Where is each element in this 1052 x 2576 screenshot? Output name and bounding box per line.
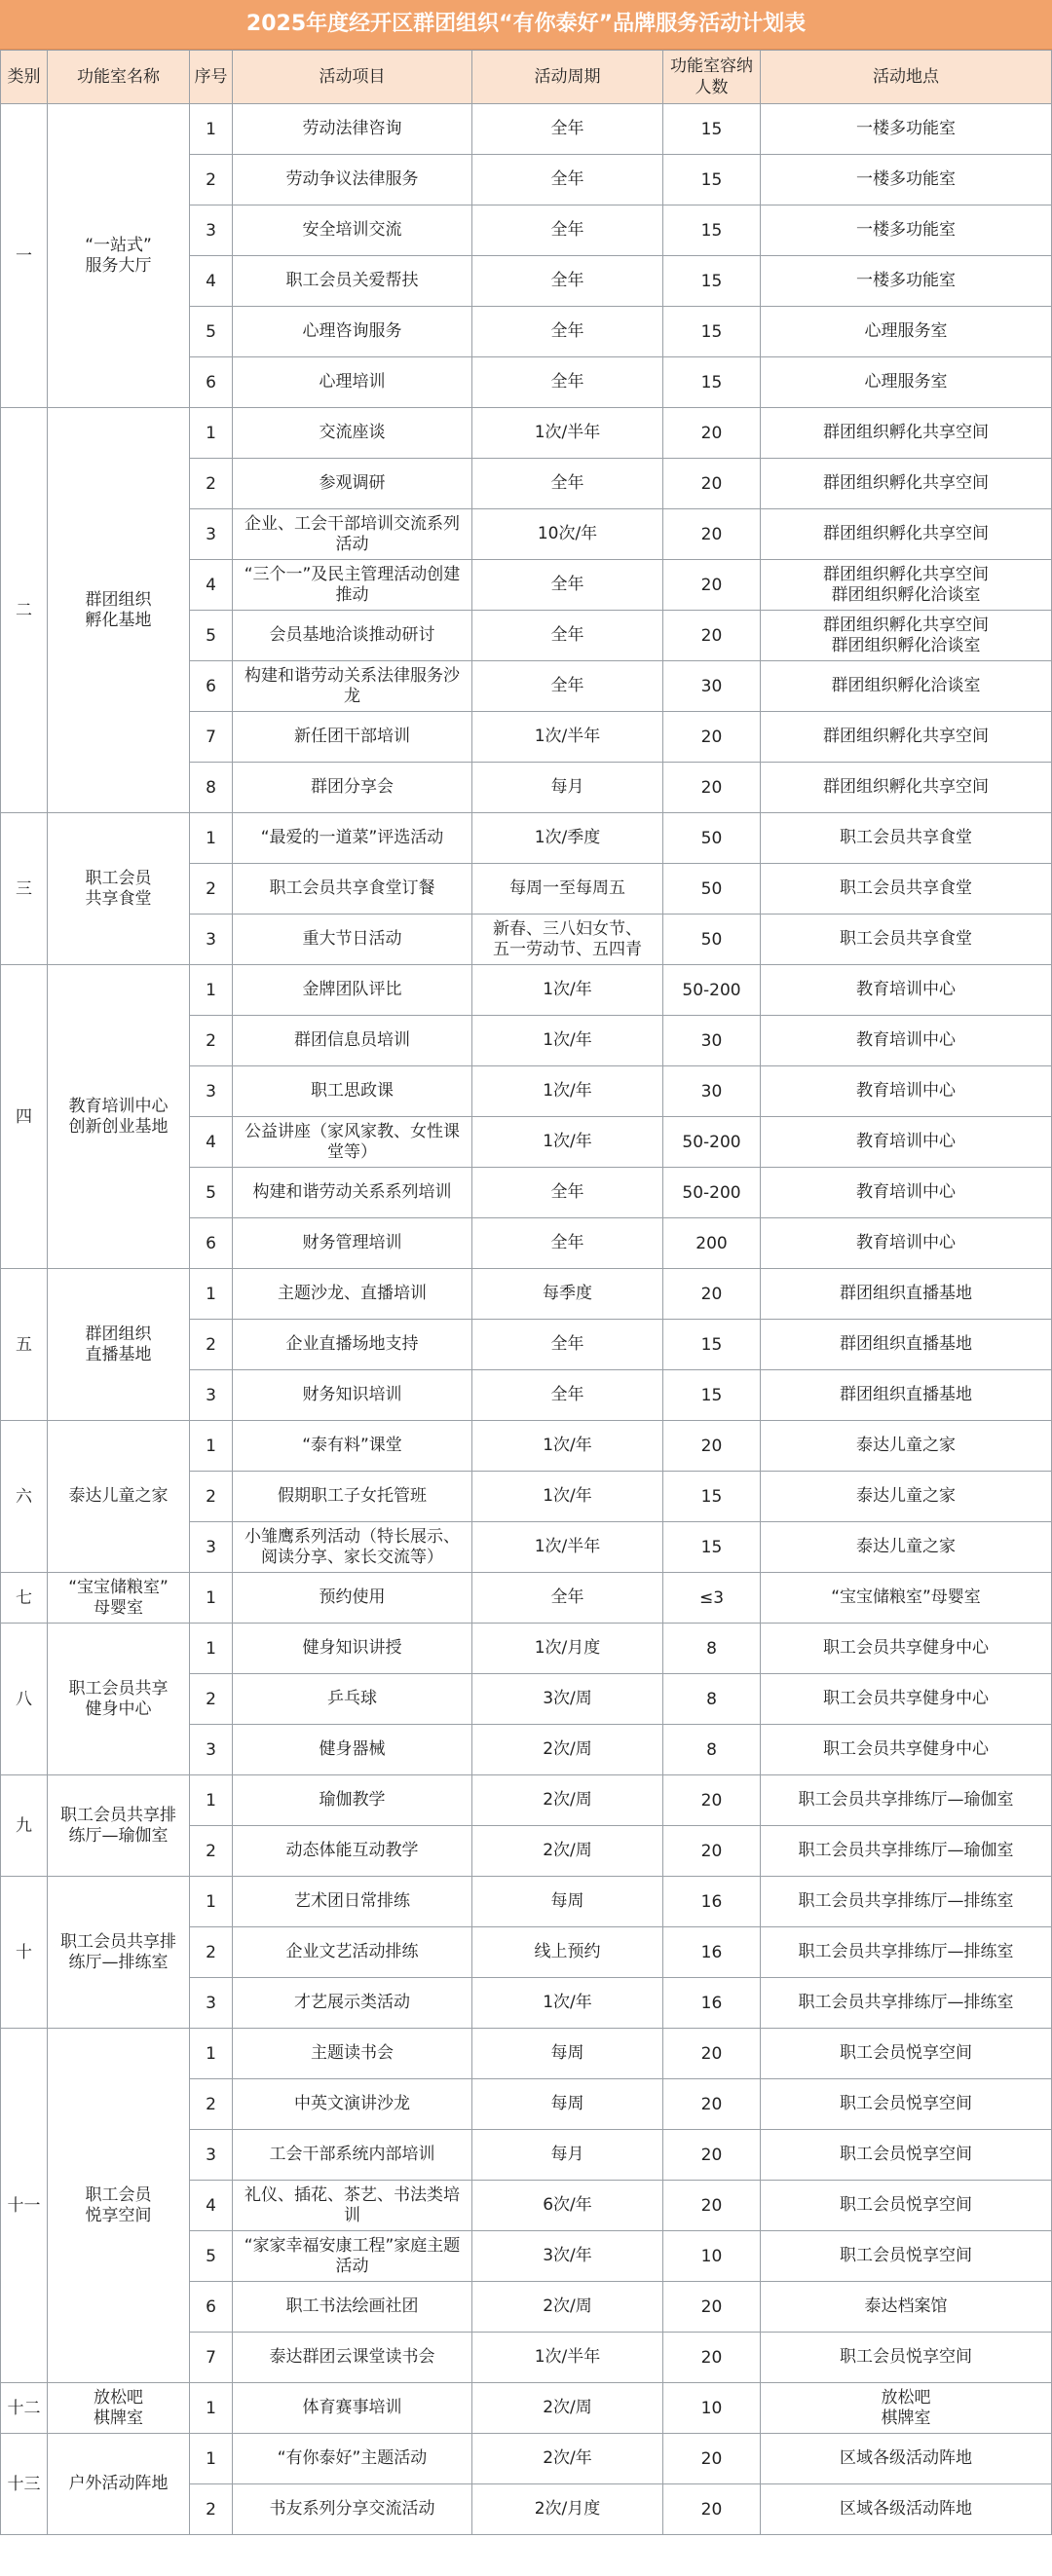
location-cell: “宝宝储粮室”母婴室 — [761, 1573, 1052, 1624]
location-cell: 放松吧 棋牌室 — [761, 2383, 1052, 2434]
location-cell: 教育培训中心 — [761, 1117, 1052, 1168]
activity-cell: 工会干部系统内部培训 — [233, 2130, 472, 2181]
activity-cell: 才艺展示类活动 — [233, 1978, 472, 2029]
capacity-cell: 20 — [663, 1826, 761, 1877]
capacity-cell: 50 — [663, 864, 761, 915]
period-cell: 全年 — [472, 661, 663, 712]
location-cell: 泰达儿童之家 — [761, 1421, 1052, 1472]
location-cell: 教育培训中心 — [761, 1016, 1052, 1066]
activity-cell: 群团分享会 — [233, 763, 472, 813]
period-cell: 2次/周 — [472, 2282, 663, 2333]
period-cell: 1次/年 — [472, 1016, 663, 1066]
activity-cell: 金牌团队评比 — [233, 965, 472, 1016]
capacity-cell: 20 — [663, 459, 761, 509]
capacity-cell: 20 — [663, 1421, 761, 1472]
location-cell: 职工会员共享排练厅—瑜伽室 — [761, 1826, 1052, 1877]
table-title: 2025年度经开区群团组织“有你泰好”品牌服务活动计划表 — [0, 0, 1052, 50]
period-cell: 每周 — [472, 2079, 663, 2130]
category-cell: 十二 — [1, 2383, 48, 2434]
category-cell: 七 — [1, 1573, 48, 1624]
location-cell: 群团组织孵化共享空间 — [761, 408, 1052, 459]
activity-cell: 企业、工会干部培训交流系列活动 — [233, 509, 472, 560]
header-capacity: 功能室容纳人数 — [663, 51, 761, 104]
activity-cell: “三个一”及民主管理活动创建推动 — [233, 560, 472, 611]
location-cell: 群团组织孵化共享空间 群团组织孵化洽谈室 — [761, 560, 1052, 611]
category-cell: 六 — [1, 1421, 48, 1573]
serial-number-cell: 2 — [190, 1472, 233, 1522]
capacity-cell: 16 — [663, 1927, 761, 1978]
category-cell: 一 — [1, 104, 48, 408]
table-row — [1, 2383, 1052, 2434]
room-name-cell: 放松吧 棋牌室 — [48, 2383, 190, 2434]
capacity-cell: 50 — [663, 915, 761, 965]
serial-number-cell: 1 — [190, 2383, 233, 2434]
table-row — [1, 965, 1052, 1016]
room-name-cell: 教育培训中心 创新创业基地 — [48, 965, 190, 1269]
location-cell: 群团组织孵化共享空间 — [761, 763, 1052, 813]
period-cell: 6次/年 — [472, 2181, 663, 2231]
capacity-cell: 10 — [663, 2231, 761, 2282]
capacity-cell: 16 — [663, 1877, 761, 1927]
activity-cell: 企业直播场地支持 — [233, 1320, 472, 1370]
activity-cell: 体育赛事培训 — [233, 2383, 472, 2434]
serial-number-cell: 1 — [190, 1421, 233, 1472]
capacity-cell: 8 — [663, 1624, 761, 1674]
location-cell: 职工会员悦享空间 — [761, 2181, 1052, 2231]
category-cell: 三 — [1, 813, 48, 965]
serial-number-cell: 4 — [190, 1117, 233, 1168]
activity-cell: 小雏鹰系列活动（特长展示、阅读分享、家长交流等） — [233, 1522, 472, 1573]
activity-cell: 财务管理培训 — [233, 1218, 472, 1269]
capacity-cell: 20 — [663, 712, 761, 763]
capacity-cell: 30 — [663, 1016, 761, 1066]
location-cell: 一楼多功能室 — [761, 256, 1052, 307]
period-cell: 每周 — [472, 2029, 663, 2079]
serial-number-cell: 3 — [190, 2130, 233, 2181]
capacity-cell: 15 — [663, 205, 761, 256]
serial-number-cell: 1 — [190, 1624, 233, 1674]
location-cell: 泰达儿童之家 — [761, 1472, 1052, 1522]
capacity-cell: 20 — [663, 1775, 761, 1826]
location-cell: 职工会员共享食堂 — [761, 813, 1052, 864]
serial-number-cell: 1 — [190, 1573, 233, 1624]
serial-number-cell: 7 — [190, 2333, 233, 2383]
location-cell: 职工会员悦享空间 — [761, 2130, 1052, 2181]
period-cell: 全年 — [472, 256, 663, 307]
table-row — [1, 2434, 1052, 2484]
location-cell: 群团组织直播基地 — [761, 1269, 1052, 1320]
capacity-cell: 20 — [663, 2181, 761, 2231]
activity-cell: 假期职工子女托管班 — [233, 1472, 472, 1522]
serial-number-cell: 4 — [190, 2181, 233, 2231]
period-cell: 1次/年 — [472, 1421, 663, 1472]
serial-number-cell: 2 — [190, 155, 233, 205]
activity-plan-table — [0, 50, 1052, 2535]
activity-cell: 艺术团日常排练 — [233, 1877, 472, 1927]
room-name-cell: 职工会员共享 健身中心 — [48, 1624, 190, 1775]
category-cell: 十三 — [1, 2434, 48, 2535]
location-cell: 职工会员悦享空间 — [761, 2029, 1052, 2079]
activity-cell: 瑜伽教学 — [233, 1775, 472, 1826]
location-cell: 职工会员共享食堂 — [761, 915, 1052, 965]
activity-cell: 劳动法律咨询 — [233, 104, 472, 155]
table-row — [1, 408, 1052, 459]
table-row — [1, 1775, 1052, 1826]
location-cell: 心理服务室 — [761, 357, 1052, 408]
activity-cell: 健身器械 — [233, 1725, 472, 1775]
serial-number-cell: 6 — [190, 357, 233, 408]
serial-number-cell: 2 — [190, 1320, 233, 1370]
capacity-cell: 50 — [663, 813, 761, 864]
period-cell: 3次/年 — [472, 2231, 663, 2282]
activity-cell: “泰有料”课堂 — [233, 1421, 472, 1472]
room-name-cell: 泰达儿童之家 — [48, 1421, 190, 1573]
period-cell: 10次/年 — [472, 509, 663, 560]
period-cell: 2次/周 — [472, 2383, 663, 2434]
header-location: 活动地点 — [761, 51, 1052, 104]
serial-number-cell: 1 — [190, 813, 233, 864]
location-cell: 群团组织孵化共享空间 — [761, 712, 1052, 763]
activity-cell: 乒乓球 — [233, 1674, 472, 1725]
room-name-cell: 户外活动阵地 — [48, 2434, 190, 2535]
period-cell: 全年 — [472, 155, 663, 205]
room-name-cell: “宝宝储粮室” 母婴室 — [48, 1573, 190, 1624]
location-cell: 泰达儿童之家 — [761, 1522, 1052, 1573]
table-row — [1, 1421, 1052, 1472]
period-cell: 线上预约 — [472, 1927, 663, 1978]
serial-number-cell: 6 — [190, 2282, 233, 2333]
period-cell: 全年 — [472, 104, 663, 155]
period-cell: 全年 — [472, 205, 663, 256]
location-cell: 职工会员共享健身中心 — [761, 1674, 1052, 1725]
period-cell: 2次/周 — [472, 1725, 663, 1775]
activity-cell: 安全培训交流 — [233, 205, 472, 256]
serial-number-cell: 5 — [190, 1168, 233, 1218]
activity-cell: 中英文演讲沙龙 — [233, 2079, 472, 2130]
serial-number-cell: 6 — [190, 1218, 233, 1269]
category-cell: 四 — [1, 965, 48, 1269]
location-cell: 职工会员悦享空间 — [761, 2333, 1052, 2383]
capacity-cell: 20 — [663, 509, 761, 560]
serial-number-cell: 2 — [190, 864, 233, 915]
category-cell: 十 — [1, 1877, 48, 2029]
location-cell: 群团组织直播基地 — [761, 1370, 1052, 1421]
header-period: 活动周期 — [472, 51, 663, 104]
capacity-cell: 15 — [663, 155, 761, 205]
capacity-cell: 15 — [663, 1522, 761, 1573]
serial-number-cell: 2 — [190, 1927, 233, 1978]
serial-number-cell: 1 — [190, 1269, 233, 1320]
period-cell: 全年 — [472, 307, 663, 357]
location-cell: 教育培训中心 — [761, 1218, 1052, 1269]
activity-cell: 动态体能互动教学 — [233, 1826, 472, 1877]
header-category: 类别 — [1, 51, 48, 104]
activity-cell: 职工思政课 — [233, 1066, 472, 1117]
serial-number-cell: 5 — [190, 611, 233, 661]
period-cell: 1次/半年 — [472, 1522, 663, 1573]
serial-number-cell: 4 — [190, 560, 233, 611]
location-cell: 职工会员悦享空间 — [761, 2231, 1052, 2282]
serial-number-cell: 8 — [190, 763, 233, 813]
period-cell: 1次/月度 — [472, 1624, 663, 1674]
table-row — [1, 813, 1052, 864]
location-cell: 一楼多功能室 — [761, 155, 1052, 205]
capacity-cell: 10 — [663, 2383, 761, 2434]
activity-cell: 财务知识培训 — [233, 1370, 472, 1421]
activity-cell: 心理培训 — [233, 357, 472, 408]
activity-cell: 交流座谈 — [233, 408, 472, 459]
period-cell: 2次/月度 — [472, 2484, 663, 2535]
period-cell: 3次/周 — [472, 1674, 663, 1725]
capacity-cell: 50-200 — [663, 1117, 761, 1168]
serial-number-cell: 1 — [190, 2029, 233, 2079]
capacity-cell: 15 — [663, 1472, 761, 1522]
period-cell: 全年 — [472, 1320, 663, 1370]
table-row — [1, 2029, 1052, 2079]
capacity-cell: 15 — [663, 307, 761, 357]
room-name-cell: 职工会员共享排 练厅—瑜伽室 — [48, 1775, 190, 1877]
capacity-cell: 15 — [663, 357, 761, 408]
serial-number-cell: 3 — [190, 1522, 233, 1573]
serial-number-cell: 6 — [190, 661, 233, 712]
capacity-cell: 30 — [663, 1066, 761, 1117]
location-cell: 区域各级活动阵地 — [761, 2434, 1052, 2484]
capacity-cell: 50-200 — [663, 1168, 761, 1218]
location-cell: 泰达档案馆 — [761, 2282, 1052, 2333]
table-row — [1, 1877, 1052, 1927]
serial-number-cell: 1 — [190, 965, 233, 1016]
location-cell: 一楼多功能室 — [761, 205, 1052, 256]
period-cell: 全年 — [472, 1168, 663, 1218]
capacity-cell: 200 — [663, 1218, 761, 1269]
table-body — [1, 104, 1052, 2535]
location-cell: 群团组织孵化共享空间 — [761, 509, 1052, 560]
serial-number-cell: 3 — [190, 205, 233, 256]
serial-number-cell: 2 — [190, 459, 233, 509]
serial-number-cell: 3 — [190, 1978, 233, 2029]
category-cell: 九 — [1, 1775, 48, 1877]
table-row — [1, 1573, 1052, 1624]
location-cell: 职工会员共享排练厅—排练室 — [761, 1877, 1052, 1927]
activity-cell: “有你泰好”主题活动 — [233, 2434, 472, 2484]
serial-number-cell: 5 — [190, 307, 233, 357]
header-row — [1, 51, 1052, 104]
activity-cell: 新任团干部培训 — [233, 712, 472, 763]
period-cell: 1次/半年 — [472, 712, 663, 763]
activity-cell: 泰达群团云课堂读书会 — [233, 2333, 472, 2383]
header-activity: 活动项目 — [233, 51, 472, 104]
capacity-cell: 20 — [663, 2282, 761, 2333]
capacity-cell: 15 — [663, 256, 761, 307]
serial-number-cell: 2 — [190, 1826, 233, 1877]
location-cell: 职工会员悦享空间 — [761, 2079, 1052, 2130]
capacity-cell: 30 — [663, 661, 761, 712]
header-room: 功能室名称 — [48, 51, 190, 104]
location-cell: 教育培训中心 — [761, 1168, 1052, 1218]
capacity-cell: 20 — [663, 611, 761, 661]
capacity-cell: 20 — [663, 1269, 761, 1320]
location-cell: 区域各级活动阵地 — [761, 2484, 1052, 2535]
serial-number-cell: 3 — [190, 915, 233, 965]
capacity-cell: 20 — [663, 763, 761, 813]
category-cell: 五 — [1, 1269, 48, 1421]
capacity-cell: ≤3 — [663, 1573, 761, 1624]
period-cell: 全年 — [472, 611, 663, 661]
activity-cell: 群团信息员培训 — [233, 1016, 472, 1066]
period-cell: 每周 — [472, 1877, 663, 1927]
capacity-cell: 20 — [663, 2434, 761, 2484]
capacity-cell: 20 — [663, 2484, 761, 2535]
serial-number-cell: 1 — [190, 1877, 233, 1927]
location-cell: 群团组织直播基地 — [761, 1320, 1052, 1370]
table-row — [1, 1624, 1052, 1674]
serial-number-cell: 3 — [190, 509, 233, 560]
serial-number-cell: 2 — [190, 2484, 233, 2535]
period-cell: 1次/半年 — [472, 2333, 663, 2383]
header-no: 序号 — [190, 51, 233, 104]
capacity-cell: 8 — [663, 1725, 761, 1775]
location-cell: 职工会员共享食堂 — [761, 864, 1052, 915]
activity-cell: 主题沙龙、直播培训 — [233, 1269, 472, 1320]
period-cell: 1次/年 — [472, 1978, 663, 2029]
location-cell: 职工会员共享排练厅—排练室 — [761, 1927, 1052, 1978]
location-cell: 群团组织孵化洽谈室 — [761, 661, 1052, 712]
room-name-cell: 职工会员 悦享空间 — [48, 2029, 190, 2383]
activity-cell: 劳动争议法律服务 — [233, 155, 472, 205]
period-cell: 1次/半年 — [472, 408, 663, 459]
location-cell: 群团组织孵化共享空间 群团组织孵化洽谈室 — [761, 611, 1052, 661]
capacity-cell: 8 — [663, 1674, 761, 1725]
location-cell: 职工会员共享健身中心 — [761, 1624, 1052, 1674]
serial-number-cell: 5 — [190, 2231, 233, 2282]
activity-cell: 参观调研 — [233, 459, 472, 509]
category-cell: 八 — [1, 1624, 48, 1775]
serial-number-cell: 7 — [190, 712, 233, 763]
room-name-cell: “一站式” 服务大厅 — [48, 104, 190, 408]
category-cell: 二 — [1, 408, 48, 813]
period-cell: 全年 — [472, 357, 663, 408]
activity-cell: 构建和谐劳动关系系列培训 — [233, 1168, 472, 1218]
activity-cell: “家家幸福安康工程”家庭主题活动 — [233, 2231, 472, 2282]
period-cell: 全年 — [472, 1573, 663, 1624]
activity-cell: 重大节日活动 — [233, 915, 472, 965]
serial-number-cell: 1 — [190, 1775, 233, 1826]
period-cell: 每季度 — [472, 1269, 663, 1320]
capacity-cell: 15 — [663, 104, 761, 155]
period-cell: 每月 — [472, 763, 663, 813]
activity-cell: 主题读书会 — [233, 2029, 472, 2079]
activity-cell: 构建和谐劳动关系法律服务沙龙 — [233, 661, 472, 712]
capacity-cell: 15 — [663, 1320, 761, 1370]
serial-number-cell: 3 — [190, 1370, 233, 1421]
location-cell: 职工会员共享排练厅—排练室 — [761, 1978, 1052, 2029]
serial-number-cell: 2 — [190, 2079, 233, 2130]
category-cell: 十一 — [1, 2029, 48, 2383]
capacity-cell: 20 — [663, 2079, 761, 2130]
period-cell: 2次/周 — [472, 1826, 663, 1877]
period-cell: 1次/年 — [472, 1472, 663, 1522]
table-row — [1, 1269, 1052, 1320]
location-cell: 教育培训中心 — [761, 1066, 1052, 1117]
period-cell: 新春、三八妇女节、 五一劳动节、五四青 — [472, 915, 663, 965]
serial-number-cell: 3 — [190, 1066, 233, 1117]
activity-cell: 企业文艺活动排练 — [233, 1927, 472, 1978]
activity-cell: 职工书法绘画社团 — [233, 2282, 472, 2333]
serial-number-cell: 1 — [190, 104, 233, 155]
period-cell: 1次/年 — [472, 1117, 663, 1168]
serial-number-cell: 3 — [190, 1725, 233, 1775]
serial-number-cell: 2 — [190, 1016, 233, 1066]
room-name-cell: 职工会员共享排 练厅—排练室 — [48, 1877, 190, 2029]
activity-cell: 书友系列分享交流活动 — [233, 2484, 472, 2535]
period-cell: 2次/年 — [472, 2434, 663, 2484]
activity-cell: 职工会员关爱帮扶 — [233, 256, 472, 307]
serial-number-cell: 1 — [190, 2434, 233, 2484]
capacity-cell: 20 — [663, 408, 761, 459]
location-cell: 职工会员共享健身中心 — [761, 1725, 1052, 1775]
serial-number-cell: 1 — [190, 408, 233, 459]
activity-cell: 礼仪、插花、茶艺、书法类培训 — [233, 2181, 472, 2231]
capacity-cell: 50-200 — [663, 965, 761, 1016]
activity-cell: 心理咨询服务 — [233, 307, 472, 357]
location-cell: 心理服务室 — [761, 307, 1052, 357]
serial-number-cell: 4 — [190, 256, 233, 307]
activity-cell: 公益讲座（家风家教、女性课堂等） — [233, 1117, 472, 1168]
location-cell: 教育培训中心 — [761, 965, 1052, 1016]
location-cell: 群团组织孵化共享空间 — [761, 459, 1052, 509]
capacity-cell: 16 — [663, 1978, 761, 2029]
capacity-cell: 20 — [663, 2029, 761, 2079]
period-cell: 每周一至每周五 — [472, 864, 663, 915]
activity-cell: “最爱的一道菜”评选活动 — [233, 813, 472, 864]
period-cell: 全年 — [472, 459, 663, 509]
period-cell: 1次/年 — [472, 965, 663, 1016]
period-cell: 1次/季度 — [472, 813, 663, 864]
capacity-cell: 20 — [663, 2130, 761, 2181]
period-cell: 全年 — [472, 1370, 663, 1421]
capacity-cell: 15 — [663, 1370, 761, 1421]
table-row — [1, 104, 1052, 155]
activity-cell: 预约使用 — [233, 1573, 472, 1624]
period-cell: 全年 — [472, 1218, 663, 1269]
room-name-cell: 群团组织 孵化基地 — [48, 408, 190, 813]
capacity-cell: 20 — [663, 2333, 761, 2383]
period-cell: 每月 — [472, 2130, 663, 2181]
activity-cell: 健身知识讲授 — [233, 1624, 472, 1674]
period-cell: 2次/周 — [472, 1775, 663, 1826]
serial-number-cell: 2 — [190, 1674, 233, 1725]
capacity-cell: 20 — [663, 560, 761, 611]
location-cell: 一楼多功能室 — [761, 104, 1052, 155]
activity-cell: 会员基地洽谈推动研讨 — [233, 611, 472, 661]
activity-cell: 职工会员共享食堂订餐 — [233, 864, 472, 915]
room-name-cell: 职工会员 共享食堂 — [48, 813, 190, 965]
location-cell: 职工会员共享排练厅—瑜伽室 — [761, 1775, 1052, 1826]
period-cell: 全年 — [472, 560, 663, 611]
period-cell: 1次/年 — [472, 1066, 663, 1117]
room-name-cell: 群团组织 直播基地 — [48, 1269, 190, 1421]
